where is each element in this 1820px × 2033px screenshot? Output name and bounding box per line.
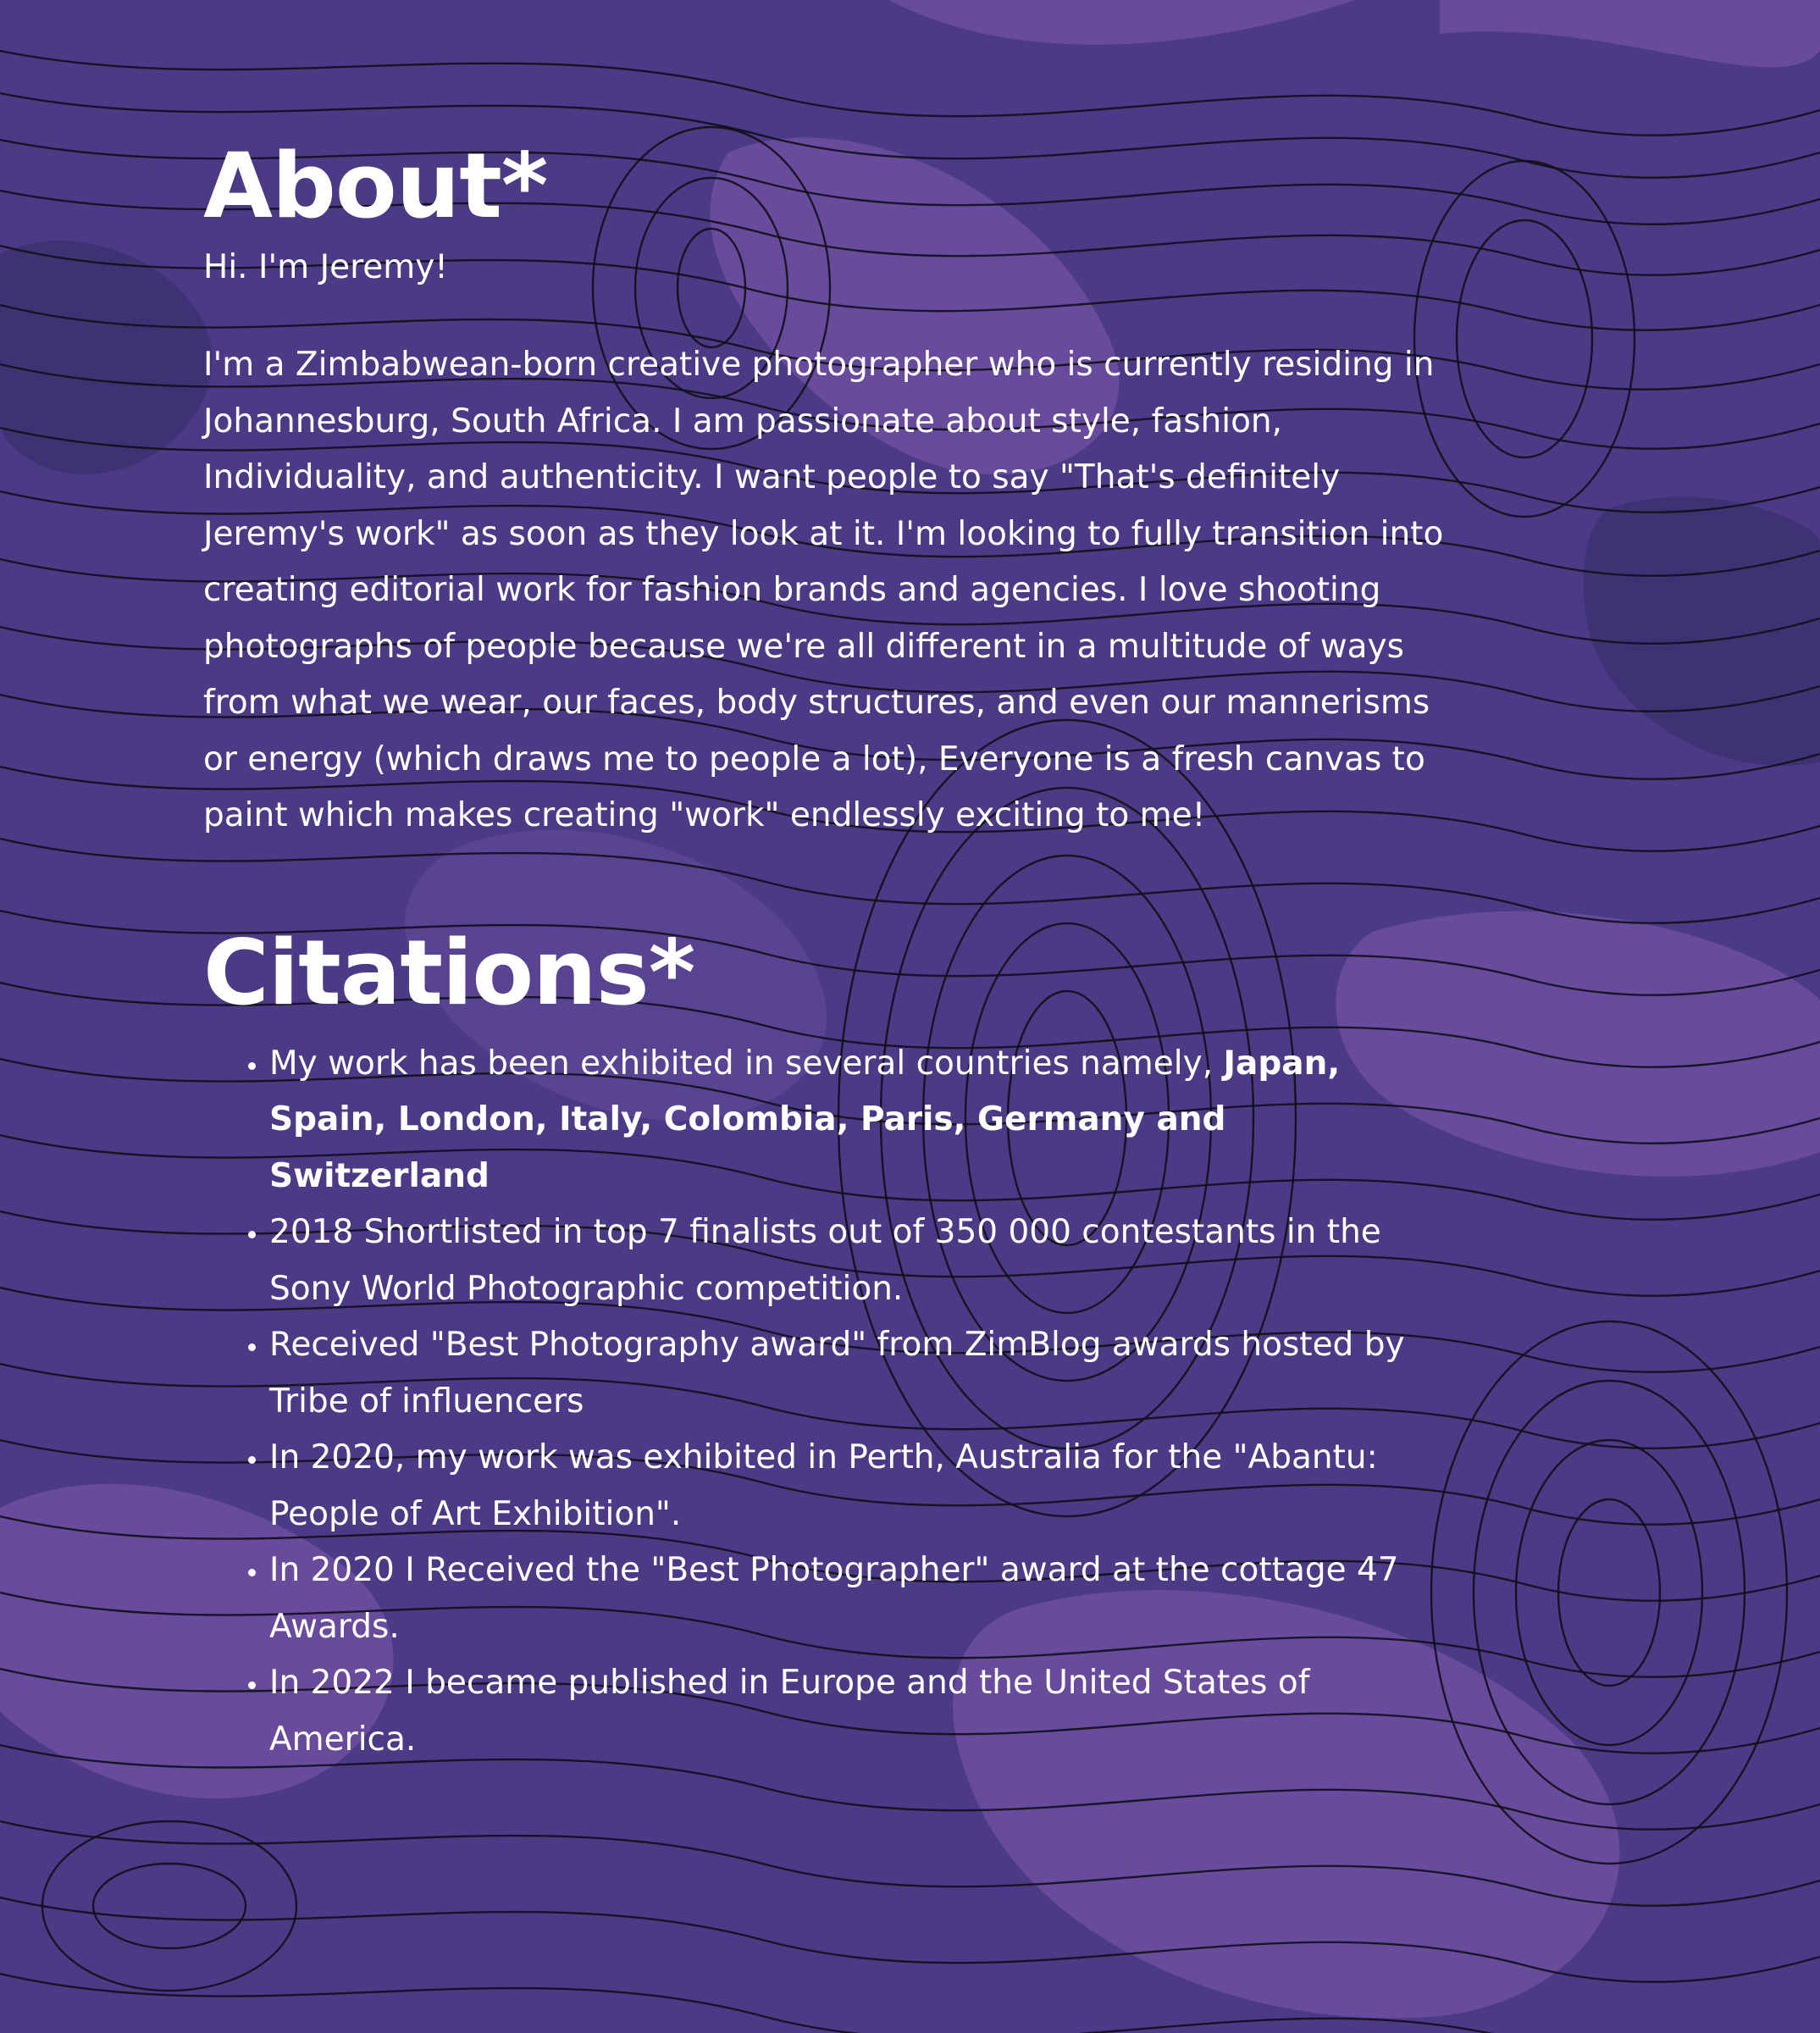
citation-countries: Japan, Spain, London, Italy, Colombia, Paris, Germany and Switzerland [269, 1044, 1341, 1195]
citations-list [203, 1036, 1457, 1769]
citation-item [269, 1430, 1457, 1543]
citations-section [203, 922, 1457, 1769]
citation-text: 2018 Shortlisted in top 7 finalists out of 350 000 contestants in the Sony World Photographic competition. [269, 1213, 1381, 1308]
citation-item [269, 1655, 1457, 1768]
citation-text: In 2020 I Received the "Best Photographer" award at the cottage 47 Awards. [269, 1551, 1399, 1646]
about-heading: About* [203, 134, 548, 238]
about-section [203, 136, 1457, 845]
citation-item [269, 1036, 1457, 1205]
citation-item [269, 1205, 1457, 1317]
citation-item [269, 1317, 1457, 1430]
bio-paragraph: I'm a Zimbabwean-born creative photographer who is currently residing in Johannesburg, South Africa. I am passionate about style, fashion, Individuality, and authenticity. I want people to say "That's definitely Jeremy's work" as soon as they look at it. I'm looking to fully transition into creating editorial work for fashion brands and agencies. I love shooting photographs of people because we're all different in a multitude of ways from what we wear, our faces, body structures, and even our mannerisms or energy (which draws me to people a lot), Everyone is a fresh canvas to paint which makes creating "work" endlessly exciting to me! [203, 346, 1444, 834]
citation-text: My work has been exhibited in several countries namely, [269, 1044, 1224, 1083]
main-content [203, 136, 1457, 1768]
citation-text: Received "Best Photography award" from ZimBlog awards hosted by Tribe of influencers [269, 1326, 1405, 1421]
greeting-text: Hi. I'm Jeremy! [203, 248, 448, 286]
citation-text: In 2020, my work was exhibited in Perth, Australia for the "Abantu: People of Art Exhibition". [269, 1438, 1378, 1533]
citations-heading: Citations* [203, 920, 695, 1025]
citation-item [269, 1543, 1457, 1655]
citation-text: In 2022 I became published in Europe and the United States of America. [269, 1664, 1310, 1759]
